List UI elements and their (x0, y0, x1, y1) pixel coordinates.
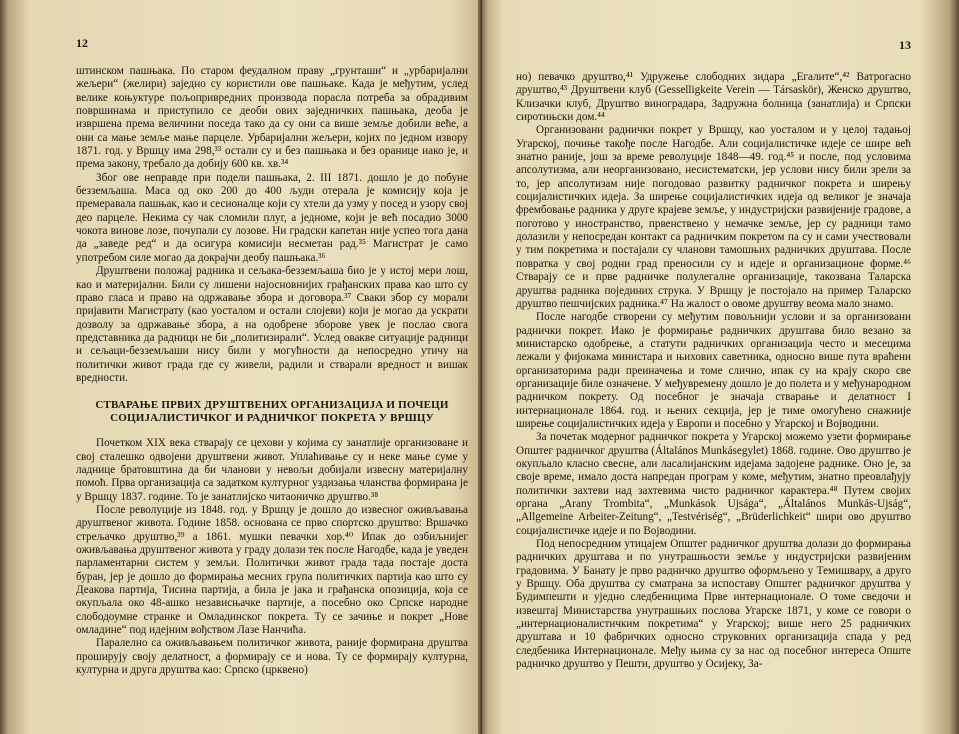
paragraph: Почетком XIX века стварају се цехови у којима су занатлије организоване и свој сталешко одвојени друштвени живот. Уплаћивање су и неке мање суме у ладнице братовштина да би чланови у невољи добијали извесну материјалну помоћ. Прва организација са задатком културног уздизања чланства формирана је у Вршцу 1837. године. То је занатлијско читаоничко друштво.³⁸ (76, 437, 468, 503)
paragraph: Друштвени положај радника и сељака-безземљаша био је у истој мери лош, као и материјални. Били су лишени најосновнијих грађанских права као што су право гласа и право на одржавање збора и договора.³⁷ Сваки збор су морали пријавити Магистрату (као уосталом и остали слојеви) који је могао да ускрати дозволу за одржавање збора, а на одобрене зборове увек је послао свога представника да радници не би „политизирали“. Услед оваквe ситуације радници и сељаци-безземљаши нису били у могућности да непосредно утичу на политички живот града где су живели, радили и стварали вредност и вишак вредности. (76, 265, 468, 384)
right-page (482, 0, 959, 734)
paragraph: Под непосредним утицајем Општег радничког друштва долази до формирања радничких друштава и по унутрашњости земље у индустријски развијеним градовима. У Банату је прво радничко друштво оформљено у Темишвару, а друго у Вршцу. Оба друштва су сматрана за испоставу Општег радничког друштва у Будимпешти и уједно следбеницима Прве интернационале. О томе сведочи и извештај Министарства унутрашњих послова Угарске 1871, у коме се говори о „интернационалистичким покретима“ у Угарској; више него 25 радничких друштава и 10 фабричких односно струковних организација спада у ред следбеника Интернационале. Међу њима су за нас од посебног интереса Опште радничко друштво у Пешти, друштво у Осијеку, За- (516, 538, 911, 671)
page-number-right: 13 (899, 38, 911, 52)
paragraph: Организовани раднички покрет у Вршцу, као уосталом и у целој тадањој Угарској, почиње такође после Нагодбе. Али социјалистичке идеје се шире већ знатно раније, још за време револуције 1848—49. год.⁴⁵ и после, под условима апсолутизма, али неорганизовано, несистематски, јер услови нису били зрели за то, јер апсолутизам није погодовао развитку радничког покрета и ширењу социјалистичких идеја. За ширење социјалистичких идеја од великог је значаја фрембовање радника у друге крајеве земље, у индустријски развијеније градове, а поготово у иностранство, првенствено у немачке земље, јер су радници тамо долазили у непосредан контакт са радничким покретом па су и сами учествовали у тим покретима и постајали су чланови тамошњих радничких друштава. После повратка у свој родни град преносили су и идеје и организационе форме.⁴⁶ Стварају се и прве радничке полулегалне организације, такозвана Таларска друштва радника појединих струка. У Вршцу је постојало на пример Таларско друштво пешчијских радника.⁴⁷ На жалост о овоме друштву веома мало знамо. (516, 124, 911, 310)
paragraph: После револуције из 1848. год. у Вршцу је дошло до извесног оживљавања друштвеног живота. Године 1858. основана се прво спортско друштво: Вршачко стрељачко друштво,³⁹ а 1861. мушки певачки хор.⁴⁰ Ипак до озбиљнијег оживљавања друштвеног живота у граду долази тек после Нагодбе, када је уведен парламентарни систем у земљи. Политички живот града тада постаје доста буран, јер је дошло до формирања месних група политичких партија као што су Деакова партија, Тисина партија, а била је јака и грађанска опозиција, која се окупљала око 48-ашко независњачке партије, а посебно око Српске народне слободоумне странке и Омладинског покрета. Ту се зачиње и покрет „Нове омладине“ под идејним вођством Лазе Нанчића. (76, 503, 468, 637)
paragraph: Паралелно са оживљавањем политичког живота, раније формирана друштва проширују своју делатност, а формирају се и нова. Ту се формирају културна, културна и друга друштва као: Српско (црквено) (76, 637, 468, 677)
section-heading (76, 399, 468, 425)
paragraph: Због ове неправде при подели пашњака, 2. III 1871. дошло је до побуне безземљаша. Маса од око 200 до 400 људи отерала је комисију која је премеравала пашњак, као и сесионалце који су хтели да узму у посед и узору свој део парцеле. Некима су чак сломили плуг, а једноме, који је већ посадио 3000 чокота винове лозе, почупали су лозове. Ни градски капетан није успео тога дана да „заведе ред“ и да осигура комисији несметан рад.³⁵ Магистрат је само употребом силе могао да докрајчи деобу пашњака.³⁶ (76, 171, 468, 264)
page-number-left: 12 (76, 36, 88, 50)
section-heading-line: СОЦИЈАЛИСТИЧКОГ И РАДНИЧКОГ ПОКРЕТА У ВРШЦУ (110, 412, 434, 425)
right-page-body (516, 71, 911, 671)
paragraph: После нагодбе створени су међутим повољнији услови и за организовани раднички покрет. Иако је формирање радничких друштава било везано за министарско одобрење, а статути радничких организација често и месецима лежали у фијокама министара и њихових саветника, односно више пута враћени организаторима ради преиначења и томе слично, ипак су на крају скоро све организације биле означене. У међувремену дошло је до полета и у међународном радничком покрету. Од посебног је значаја стварање и делатност I интернационале 1864. год. и њених секција, јер је тиме омогућено снажније ширење социјалистичких идеја у Европи и посебно у Угарској и Војводини. (516, 311, 911, 430)
paragraph: штинском пашњака. По старом феудалном праву „грунташи“ и „урбаријални жељери“ (желири) заједно су користили ове пашњаке. Када је међутим, услед велике коњуктуре пољопривредних производа порасла потреба за обрадивим површинама и приступило се деоби ових заједничких пашњака, деоба је извршена према величини поседа тако да су они са више земље добили веће, а они са мање земље мање парцеле. Урбаријални жељери, којих по једном извору 1871. год. у Вршцу има 298,³³ остали су и без пашњака и без оранице иако је, и према закону, требало да добију 600 кв. хв.³⁴ (76, 65, 468, 171)
paragraph: но) певачко друштво,⁴¹ Удружење слободних зидара „Егалите“,⁴² Ватрогасно друштво,⁴³ Друштвени клуб (Gesselligkeite Verein — Társaskör), Женско друштво, Клизачки клуб, Друштво виноградара, Задружна болница (занатлија) и Српски сиротињски дом.⁴⁴ (516, 71, 911, 124)
left-page-body (76, 65, 468, 677)
section-heading-line: СТВАРАЊЕ ПРВИХ ДРУШТВЕНИХ ОРГАНИЗАЦИЈА И ПОЧЕЦИ (95, 399, 449, 412)
paragraph: За почетак модерног радничког покрета у Угарској можемо узети формирање Општег радничког друштва (Általános Munkásegylet) 1868. године. Ово друштво је окупљало класно свесне, али ласалијанским идејама задојене раднике. Оно је, за своје време, имало доста напредан програм у коме, међутим, знатно преовлађују политички захтеви над захтевима чисто радничког карактера.⁴⁸ Путем својих органа „Arany Trombita“, „Munkások Ujsága“, „Általános Munkás-Ujság“, „Allgemeine Arbeiter-Zeitung“, „Testvériség“, „Brüderlichkeit“ шири ово друштво социјалистичке идеје и по Војводини. (516, 431, 911, 537)
